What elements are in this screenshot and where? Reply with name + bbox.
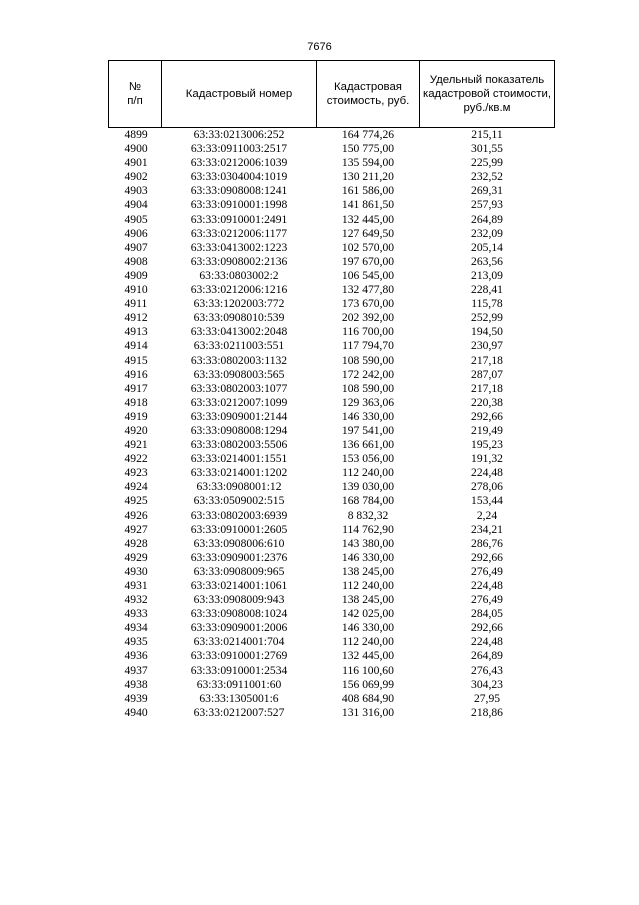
row-number-cell: 4917 [124,381,148,395]
cadastral-number-cell: 63:33:0413002:1223 [190,240,288,254]
cadastral-value-cell: 146 330,00 [341,409,395,423]
specific-indicator-cell: 284,05 [471,607,503,621]
specific-indicator-cell: 224,48 [471,466,503,480]
specific-indicator-cell: 286,76 [471,536,503,550]
table-row [109,128,555,143]
table-row [109,339,555,353]
row-number-cell: 4916 [124,367,148,381]
table-row [109,354,555,368]
cadastral-number-cell: 63:33:0304004:1019 [190,170,288,184]
row-number-cell: 4900 [124,142,148,156]
table-row [109,311,555,325]
row-number-cell: 4907 [124,240,148,254]
cadastral-number-cell: 63:33:0908008:1241 [190,184,288,198]
row-number-cell: 4906 [124,226,148,240]
row-number-cell: 4899 [124,128,148,141]
specific-indicator-cell: 194,50 [471,325,503,339]
table-row [109,198,555,212]
row-number-cell: 4930 [124,564,148,578]
specific-indicator-cell: 2,24 [476,508,498,522]
cadastral-value-cell: 112 240,00 [342,635,394,649]
specific-indicator-cell: 292,66 [471,409,503,423]
table-row [109,382,555,396]
cadastral-value-cell: 136 661,00 [341,438,395,452]
specific-indicator-cell: 153,44 [471,494,503,508]
specific-indicator-cell: 215,11 [471,128,503,141]
specific-indicator-cell: 27,95 [473,691,501,705]
table-row [109,678,555,692]
cadastral-number-cell: 63:33:0212006:1039 [190,156,288,170]
cadastral-value-cell: 150 775,00 [341,142,395,156]
row-number-cell: 4936 [124,649,148,663]
specific-indicator-cell: 218,86 [471,705,503,719]
specific-indicator-cell: 304,23 [471,677,503,691]
table-row [109,269,555,283]
table-row [109,241,555,255]
cadastral-number-cell: 63:33:0413002:2048 [190,325,288,339]
cadastral-number-cell: 63:33:0214001:704 [193,635,285,649]
cadastral-value-cell: 146 330,00 [341,621,395,635]
cadastral-value-cell: 143 380,00 [341,536,395,550]
row-number-cell: 4921 [124,438,148,452]
table-row [109,396,555,410]
cadastral-value-cell: 131 316,00 [341,705,395,719]
cadastral-value-cell: 129 363,06 [341,395,395,409]
specific-indicator-cell: 264,89 [471,649,503,663]
cadastral-number-cell: 63:33:1305001:6 [199,691,279,705]
row-number-cell: 4905 [124,212,148,226]
cadastral-value-cell: 114 762,90 [342,522,394,536]
table-row [109,466,555,480]
row-number-cell: 4931 [124,579,148,592]
row-number-cell: 4932 [124,593,148,607]
cadastral-number-cell: 63:33:0212006:1177 [190,226,288,240]
table-row [109,593,555,607]
cadastral-number-cell: 63:33:0908009:965 [193,564,285,578]
table-body [109,128,555,720]
table-row [109,565,555,579]
row-number-cell: 4908 [124,254,148,268]
cadastral-number-cell: 63:33:0212007:527 [193,705,285,719]
row-number-cell: 4902 [124,170,148,184]
cadastral-number-cell: 63:33:0908001:12 [196,480,282,494]
row-number-cell: 4909 [124,268,148,282]
cadastral-value-cell: 116 700,00 [342,325,394,339]
specific-indicator-cell: 257,93 [471,198,503,212]
cadastral-value-cell: 102 570,00 [341,240,395,254]
cadastral-value-cell: 117 794,70 [342,339,394,353]
table-row [109,368,555,382]
cadastral-value-cell: 146 330,00 [341,550,395,564]
row-number-cell: 4923 [124,466,148,480]
row-number-cell: 4937 [124,663,148,677]
specific-indicator-cell: 230,97 [471,339,503,353]
cadastral-number-cell: 63:33:0212006:1216 [190,283,288,297]
cadastral-number-cell: 63:33:0908006:610 [193,536,285,550]
row-number-cell: 4938 [124,677,148,691]
cadastral-number-cell: 63:33:0802003:6939 [190,508,288,522]
cadastral-value-cell: 173 670,00 [341,297,395,311]
table-row [109,452,555,466]
cadastral-number-cell: 63:33:0212007:1099 [190,395,288,409]
cadastral-number-cell: 63:33:0910001:2491 [190,212,288,226]
specific-indicator-cell: 224,48 [471,579,503,592]
row-number-cell: 4939 [124,691,148,705]
row-number-cell: 4903 [124,184,148,198]
cadastral-number-cell: 63:33:0908010:539 [193,311,285,325]
row-number-cell: 4914 [124,339,148,353]
cadastral-number-cell: 63:33:0908008:1294 [190,423,288,437]
specific-indicator-cell: 252,99 [471,311,503,325]
row-number-cell: 4922 [124,452,148,466]
cadastral-number-cell: 63:33:0911003:2517 [190,142,288,156]
specific-indicator-cell: 276,49 [471,564,503,578]
header-row [109,61,555,128]
cadastral-number-cell: 63:33:0211003:551 [193,339,285,353]
row-number-cell: 4929 [124,550,148,564]
row-number-cell: 4924 [124,480,148,494]
cadastral-value-cell: 112 240,00 [342,466,394,480]
cadastral-number-cell: 63:33:0909001:2006 [190,621,288,635]
table-row [109,283,555,297]
specific-indicator-cell: 217,18 [471,381,503,395]
table-row [109,156,555,170]
table-row [109,424,555,438]
cadastral-value-cell: 8 832,32 [347,508,389,522]
cadastral-value-cell: 164 774,26 [341,128,395,141]
cadastral-value-cell: 138 245,00 [341,593,395,607]
specific-indicator-cell: 264,89 [471,212,503,226]
row-number-cell: 4920 [124,423,148,437]
cadastral-value-cell: 132 445,00 [341,649,395,663]
row-number-cell: 4913 [124,325,148,339]
cadastral-value-cell: 156 069,99 [341,677,395,691]
cadastral-value-cell: 202 392,00 [341,311,395,325]
cadastral-value-cell: 139 030,00 [341,480,395,494]
page-number: 7676 [307,41,332,53]
row-number-cell: 4928 [124,536,148,550]
row-number-cell: 4918 [124,395,148,409]
cadastral-number-cell: 63:33:1202003:772 [193,297,285,311]
specific-indicator-cell: 219,49 [471,423,503,437]
cadastral-value-cell: 130 211,20 [342,170,394,184]
specific-indicator-cell: 224,48 [471,635,503,649]
header-row-number: № п/п [109,61,162,128]
cadastral-number-cell: 63:33:0802003:1077 [190,381,288,395]
row-number-cell: 4933 [124,607,148,621]
specific-indicator-cell: 301,55 [471,142,503,156]
header-specific-indicator: Удельный показатель кадастровой стоимости, руб./кв.м [420,61,555,128]
specific-indicator-cell: 232,52 [471,170,503,184]
cadastral-value-cell: 108 590,00 [341,381,395,395]
specific-indicator-cell: 278,06 [471,480,503,494]
specific-indicator-cell: 287,07 [471,367,503,381]
row-number-cell: 4919 [124,409,148,423]
table-row [109,170,555,184]
specific-indicator-cell: 232,09 [471,226,503,240]
cadastral-number-cell: 63:33:0509002:515 [193,494,285,508]
table-row [109,494,555,508]
cadastral-number-cell: 63:33:0214001:1551 [190,452,288,466]
cadastral-number-cell: 63:33:0908003:565 [193,367,285,381]
cadastral-value-cell: 408 684,90 [341,691,395,705]
specific-indicator-cell: 276,49 [471,593,503,607]
specific-indicator-cell: 191,32 [471,452,503,466]
row-number-cell: 4934 [124,621,148,635]
cadastral-number-cell: 63:33:0803002:2 [199,268,279,282]
cadastral-value-table [108,60,555,720]
cadastral-number-cell: 63:33:0213006:252 [193,128,285,141]
row-number-cell: 4926 [124,508,148,522]
table-row [109,297,555,311]
specific-indicator-cell: 292,66 [471,621,503,635]
table-row [109,551,555,565]
specific-indicator-cell: 292,66 [471,550,503,564]
specific-indicator-cell: 205,14 [471,240,503,254]
table-row [109,184,555,198]
table-row [109,523,555,537]
row-number-cell: 4911 [124,297,148,311]
row-number-cell: 4925 [124,494,148,508]
cadastral-value-cell: 135 594,00 [341,156,395,170]
table-row [109,664,555,678]
table-row [109,142,555,156]
cadastral-value-cell: 108 590,00 [341,353,395,367]
cadastral-number-cell: 63:33:0214001:1061 [190,579,288,592]
specific-indicator-cell: 263,56 [471,254,503,268]
table-row [109,410,555,424]
cadastral-value-cell: 132 445,00 [341,212,395,226]
row-number-cell: 4940 [124,705,148,719]
table-row [109,706,555,720]
specific-indicator-cell: 195,23 [471,438,503,452]
cadastral-number-cell: 63:33:0911001:60 [196,677,282,691]
header-cadastral-value: Кадастровая стоимость, руб. [317,61,420,128]
table-row [109,480,555,494]
table-row [109,537,555,551]
cadastral-value-cell: 197 541,00 [341,423,395,437]
table-row [109,438,555,452]
table-header [109,61,555,128]
cadastral-value-cell: 116 100,60 [342,663,394,677]
specific-indicator-cell: 115,78 [471,297,503,311]
cadastral-value-cell: 132 477,80 [341,283,395,297]
cadastral-number-cell: 63:33:0802003:5506 [190,438,288,452]
cadastral-number-cell: 63:33:0908002:2136 [190,254,288,268]
cadastral-value-cell: 153 056,00 [341,452,395,466]
cadastral-number-cell: 63:33:0802003:1132 [190,353,288,367]
table-row [109,213,555,227]
cadastral-number-cell: 63:33:0910001:2605 [190,522,288,536]
table-row [109,579,555,593]
header-cadastral-number: Кадастровый номер [162,61,317,128]
cadastral-number-cell: 63:33:0910001:2534 [190,663,288,677]
table-row [109,692,555,706]
table-row [109,255,555,269]
cadastral-value-cell: 161 586,00 [341,184,395,198]
table-row [109,607,555,621]
cadastral-value-cell: 142 025,00 [341,607,395,621]
specific-indicator-cell: 225,99 [471,156,503,170]
row-number-cell: 4910 [124,283,148,297]
cadastral-number-cell: 63:33:0909001:2376 [190,550,288,564]
table-row [109,635,555,649]
row-number-cell: 4901 [124,156,148,170]
specific-indicator-cell: 228,41 [471,283,503,297]
row-number-cell: 4915 [124,353,148,367]
specific-indicator-cell: 234,21 [471,522,503,536]
cadastral-number-cell: 63:33:0908008:1024 [190,607,288,621]
cadastral-value-cell: 127 649,50 [341,226,395,240]
row-number-cell: 4935 [124,635,148,649]
cadastral-number-cell: 63:33:0909001:2144 [190,409,288,423]
cadastral-value-cell: 172 242,00 [341,367,395,381]
specific-indicator-cell: 217,18 [471,353,503,367]
specific-indicator-cell: 269,31 [471,184,503,198]
specific-indicator-cell: 220,38 [471,395,503,409]
table-row [109,509,555,523]
cadastral-value-cell: 138 245,00 [341,564,395,578]
cadastral-value-cell: 112 240,00 [342,579,394,592]
cadastral-number-cell: 63:33:0908009:943 [193,593,285,607]
table-row [109,227,555,241]
cadastral-number-cell: 63:33:0214001:1202 [190,466,288,480]
table-row [109,325,555,339]
cadastral-number-cell: 63:33:0910001:2769 [190,649,288,663]
row-number-cell: 4927 [124,522,148,536]
table-row [109,649,555,663]
cadastral-value-cell: 106 545,00 [341,268,395,282]
cadastral-value-cell: 197 670,00 [341,254,395,268]
cadastral-number-cell: 63:33:0910001:1998 [190,198,288,212]
cadastral-value-cell: 168 784,00 [341,494,395,508]
cadastral-value-cell: 141 861,50 [341,198,395,212]
specific-indicator-cell: 276,43 [471,663,503,677]
table-row [109,621,555,635]
row-number-cell: 4904 [124,198,148,212]
row-number-cell: 4912 [124,311,148,325]
specific-indicator-cell: 213,09 [471,268,503,282]
